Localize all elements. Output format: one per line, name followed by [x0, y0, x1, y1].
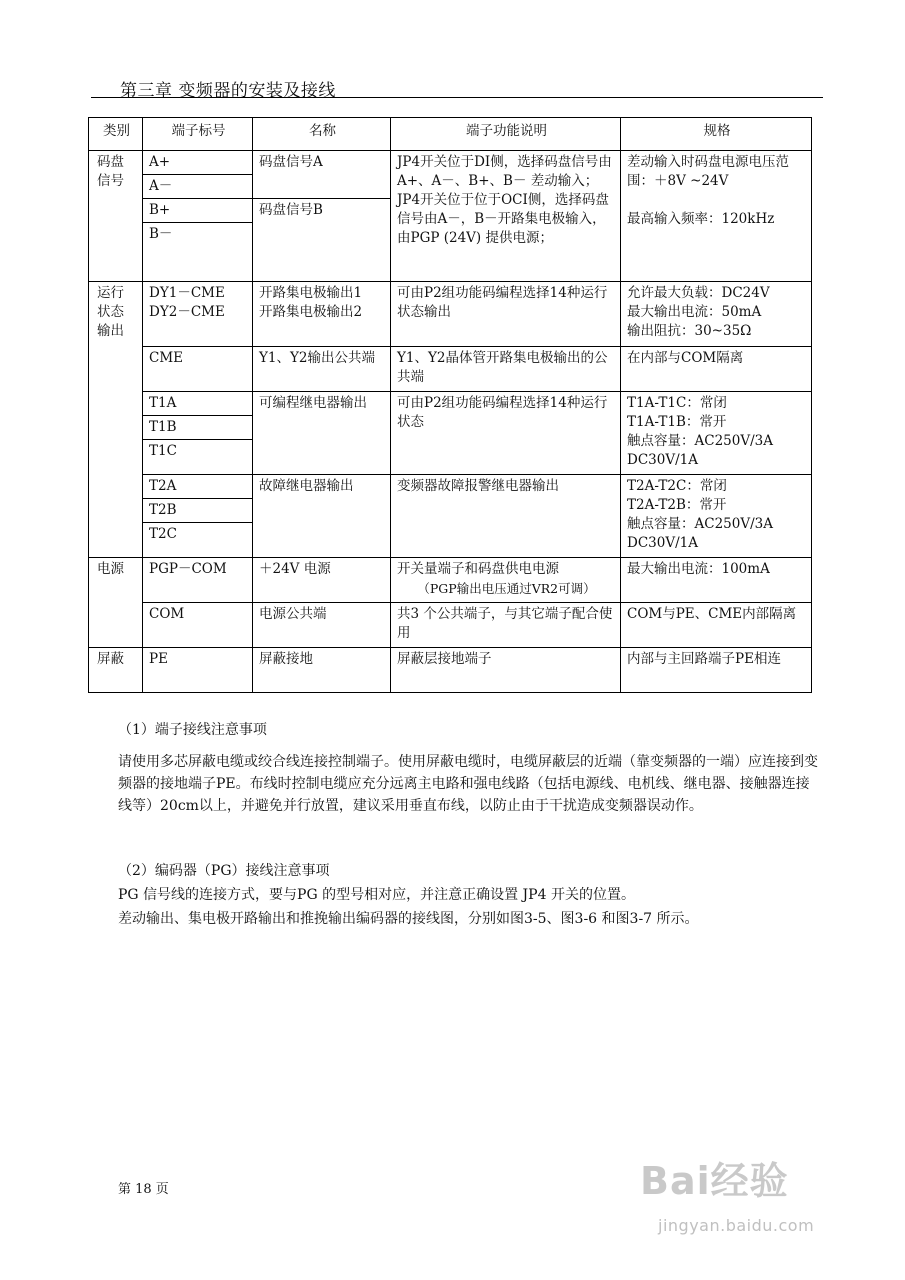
header-divider [91, 97, 823, 98]
table-row [89, 151, 812, 199]
category-power: 电源 [89, 558, 143, 648]
table-header-row [89, 118, 812, 151]
dy-spec: 允许最大负载：DC24V 最大输出电流：50mA 输出阻抗：30~35Ω [627, 285, 770, 339]
t2-description: 变频器故障报警继电器输出 [391, 475, 621, 558]
pgp-name: ＋24V 电源 [253, 558, 391, 603]
table-row [89, 282, 812, 347]
terminal-b-plus: B+ [149, 202, 171, 218]
category-encoder: 码盘 信号 [97, 154, 124, 189]
encoder-name-b: 码盘信号B [253, 199, 391, 282]
cme-spec: 在内部与COM隔离 [621, 347, 812, 392]
page-number: 第 18 页 [118, 1182, 169, 1197]
terminal-table [88, 117, 812, 693]
pgp-note: （PGP输出电压通过VR2可调） [417, 581, 596, 596]
table-row [89, 392, 812, 475]
encoder-spec-frequency: 最高输入频率：120kHz [627, 211, 775, 227]
section-1-paragraph: 请使用多芯屏蔽电缆或绞合线连接控制端子。使用屏蔽电缆时，电缆屏蔽层的近端（靠变频器的一端）应连接到变频器的接地端子PE。布线时控制电缆应充分远离主电路和强电线路（包括电源线、电机线、继电器、接触器连接线等）20cm以上，并避免并行放置，建议采用垂直布线，以防止由于干扰造成变频器误动作。 [118, 754, 818, 814]
t1-name: 可编程继电器输出 [253, 392, 391, 475]
com-description: 共3 个公共端子，与其它端子配合使用 [391, 603, 621, 648]
header-function: 端子功能说明 [391, 118, 621, 151]
pe-name: 屏蔽接地 [253, 648, 391, 693]
cme-description: Y1、Y2晶体管开路集电极输出的公共端 [391, 347, 621, 392]
dy1-name: 开路集电极输出1 [259, 285, 363, 301]
pgp-spec: 最大输出电流：100mA [621, 558, 812, 603]
section-1-heading: （1）端子接线注意事项 [118, 722, 267, 738]
terminal-t2a: T2A [149, 478, 177, 494]
terminal-com: COM [143, 603, 253, 648]
terminal-t1b: T1B [143, 415, 252, 439]
baidu-jingyan-watermark [640, 1150, 890, 1250]
header-category: 类别 [89, 118, 143, 151]
dy2-name: 开路集电极输出2 [259, 304, 363, 320]
terminal-pe: PE [143, 648, 253, 693]
header-name: 名称 [253, 118, 391, 151]
pe-description: 屏蔽层接地端子 [391, 648, 621, 693]
t1-description: 可由P2组功能码编程选择14种运行状态 [391, 392, 621, 475]
cme-name: Y1、Y2输出公共端 [253, 347, 391, 392]
terminal-t1c: T1C [143, 439, 252, 463]
terminal-dy2: DY2－CME [149, 304, 225, 320]
table-row [89, 603, 812, 648]
terminal-b-minus: B－ [143, 222, 252, 246]
table-row [89, 347, 812, 392]
section-2-line-2: 差动输出、集电极开路输出和推挽输出编码器的接线图，分别如图3-5、图3-6 和图3-7 所示。 [118, 911, 699, 927]
table-row [89, 475, 812, 558]
table-row [89, 648, 812, 693]
terminal-t2b: T2B [143, 498, 252, 522]
terminal-cme: CME [143, 347, 253, 392]
terminal-pgp: PGP－COM [143, 558, 253, 603]
watermark-logo-text: Bai经验 [640, 1159, 789, 1203]
terminal-t1a: T1A [149, 395, 177, 411]
pe-spec: 内部与主回路端子PE相连 [621, 648, 812, 693]
header-terminal: 端子标号 [143, 118, 253, 151]
table-row [89, 558, 812, 603]
header-spec: 规格 [621, 118, 812, 151]
com-spec: COM与PE、CME内部隔离 [621, 603, 812, 648]
t2-spec: T2A-T2C：常闭 T2A-T2B：常开 触点容量：AC250V/3A DC30V/1A [627, 478, 773, 551]
t1-spec: T1A-T1C：常闭 T1A-T1B：常开 触点容量：AC250V/3A DC30V/1A [627, 395, 773, 468]
terminal-t2c: T2C [143, 522, 252, 546]
com-name: 电源公共端 [253, 603, 391, 648]
section-2-line-1: PG 信号线的连接方式，要与PG 的型号相对应，并注意正确设置 JP4 开关的位置。 [118, 887, 635, 903]
encoder-spec: 差动输入时码盘电源电压范围：＋8V ~24V [627, 154, 789, 189]
terminal-a-minus: A－ [143, 174, 252, 198]
chapter-title: 第三章 变频器的安装及接线 [120, 81, 336, 101]
section-2-heading: （2）编码器（PG）接线注意事项 [118, 863, 330, 879]
terminal-a-plus: A+ [149, 154, 171, 170]
pgp-description: 开关量端子和码盘供电电源 [397, 561, 559, 577]
dy-description: 可由P2组功能码编程选择14种运行状态输出 [391, 282, 621, 347]
t2-name: 故障继电器输出 [253, 475, 391, 558]
terminal-dy1: DY1－CME [149, 285, 225, 301]
category-run-status: 运行 状态 输出 [97, 285, 124, 339]
encoder-description: JP4开关位于DI侧，选择码盘信号由A+、A－、B+、B－ 差动输入； JP4开关位于位于OCI侧，选择码盘信号由A－，B－开路集电极输入，由PGP (24V) 提供电源； [397, 154, 612, 246]
encoder-name-a: 码盘信号A [253, 151, 391, 199]
watermark-url: jingyan.baidu.com [658, 1216, 815, 1235]
category-shield: 屏蔽 [89, 648, 143, 693]
